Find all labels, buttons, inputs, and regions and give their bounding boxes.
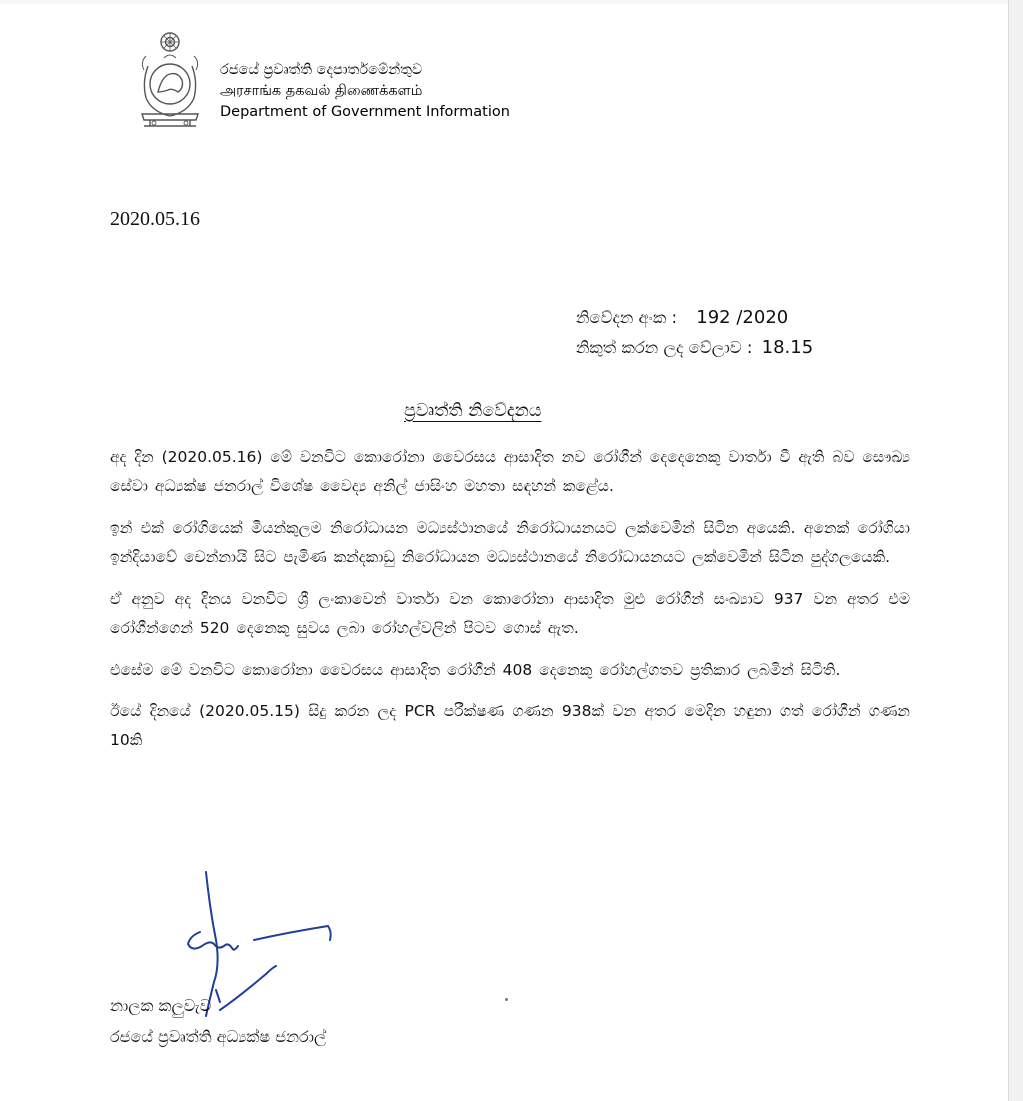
reference-number-value: 192 /2020 — [696, 307, 789, 328]
sri-lanka-emblem-icon — [134, 30, 206, 128]
reference-number-row — [576, 303, 813, 333]
page-top-edge — [0, 0, 1008, 4]
department-name-sinhala: රජයේ ප්‍රවෘත්ති දෙපාර්තමේන්තුව — [220, 62, 423, 78]
paragraph-1: අද දින (2020.05.16) මේ වනවිට කොරෝනා වෛරසය ආසාදිත නව රෝගීන් දෙදෙනෙකු වාර්තා වී ඇති බව සෞඛ්‍ය සේවා අධ්‍යක්ෂ ජනරාල් විශේෂ වෛද්‍ය අනිල් ජාසිංහ මහතා සඳහන් කළේය. — [110, 448, 910, 495]
signatory-name: නාලක කලුවැව — [110, 996, 212, 1015]
department-name-tamil: அரசாங்க தகவல் திணைக்களம் — [220, 83, 423, 99]
issue-time-row — [576, 333, 813, 363]
paragraph-2: ඉන් එක් රෝගියෙක් මීයන්කුලම නිරෝධායන මධ්‍යස්ථානයේ නිරෝධායනයට ලක්වෙමින් සිටින අයෙකි. අනෙක් රෝගියා ඉන්දියාවේ චෙන්නායි සිට පැමිණ කන්දකාඩු නිරෝධායන මධ්‍යස්ථානයේ නිරෝධායනයට ලක්වෙමින් සිටින පුද්ගලයෙකි. — [110, 519, 910, 566]
press-release-body — [110, 443, 910, 768]
stray-mark — [505, 998, 508, 1001]
document-date: 2020.05.16 — [110, 208, 200, 230]
press-release-title: ප්‍රවෘත්ති නිවේදනය — [404, 401, 542, 421]
reference-number-label: නිවේදන අංක : — [576, 308, 678, 327]
paragraph-3: ඒ අනුව අද දිනය වනවිට ශ්‍රී ලංකාවෙන් වාර්තා වන කොරෝනා ආසාදිත මුළු රෝගීන් සංඛ්‍යාව 937 වන අතර එම රෝගීන්ගෙන් 520 දෙනෙකු සුවය ලබා රෝහල්වලින් පිටව ගොස් ඇත. — [110, 590, 910, 637]
department-header — [220, 60, 510, 123]
signatory-block — [110, 990, 326, 1052]
page-right-edge — [1008, 0, 1023, 1101]
issue-time-label: නිකුත් කරන ලද වේලාව : — [576, 338, 753, 357]
reference-block — [576, 303, 813, 363]
issue-time-value: 18.15 — [761, 337, 814, 358]
signatory-designation: රජයේ ප්‍රවෘත්ති අධ්‍යක්ෂ ජනරාල් — [110, 1027, 327, 1046]
paragraph-4: එසේම මේ වනවිට කොරෝනා වෛරසය ආසාදිත රෝගීන් 408 දෙනෙකු රෝහල්ගතව ප්‍රතිකාර ලබමින් සිටිති. — [110, 661, 841, 679]
paragraph-5: ඊයේ දිනයේ (2020.05.15) සිදු කරන ලද PCR පරීක්ෂණ ගණන 938ක් වන අතර මෙදින හඳුනා ගත් රෝගීන් ගණන 10කි — [110, 702, 910, 749]
department-name-english: Department of Government Information — [220, 104, 510, 120]
